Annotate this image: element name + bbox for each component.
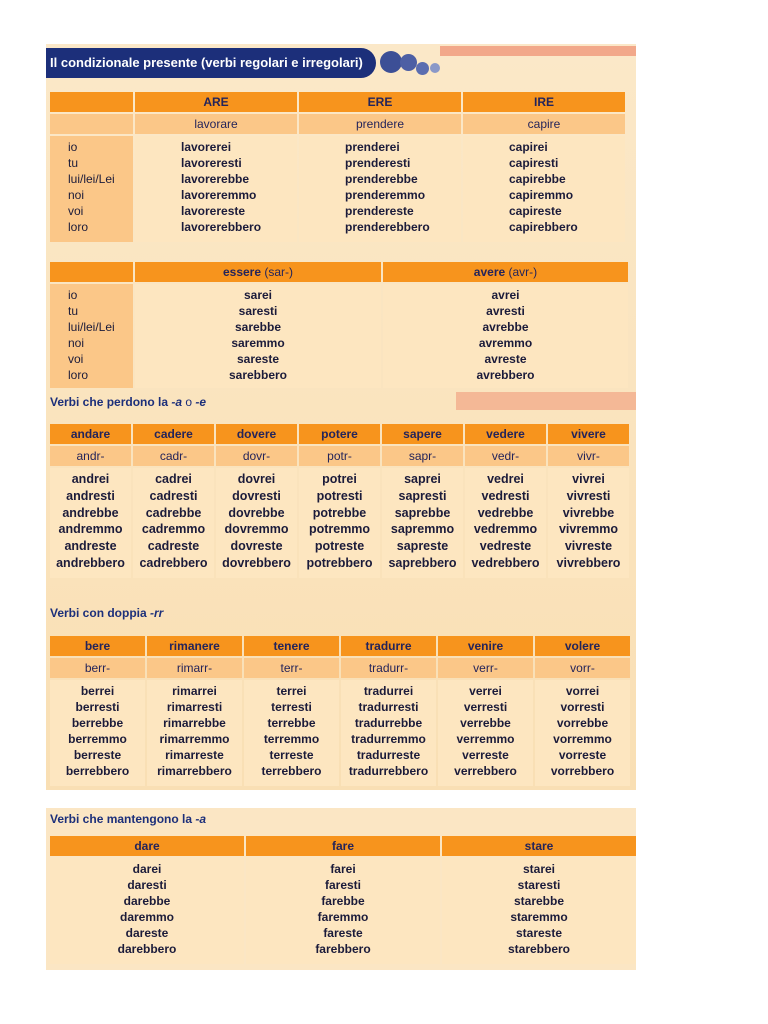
cell-text: berr- xyxy=(50,658,145,678)
cell-text: dovr- xyxy=(216,446,297,466)
cell-text: Verbi che perdono la xyxy=(50,395,172,409)
cell-text: avere xyxy=(473,265,506,279)
cell-text: tradurrei xyxy=(363,684,414,698)
group-ire: IRE xyxy=(463,92,625,112)
cell-text: daremmo xyxy=(119,910,175,924)
forms-venire xyxy=(438,680,533,786)
cell-text: sarebbe xyxy=(234,320,282,334)
cell-text: terrebbero xyxy=(261,764,322,778)
regular-verb-header xyxy=(50,114,625,134)
cell-text: andresti xyxy=(66,488,115,503)
cell-text: avremmo xyxy=(478,336,533,350)
cell-text: prenderesti xyxy=(345,156,411,170)
forms-andare xyxy=(50,468,131,578)
cell-text: staresti xyxy=(517,878,561,892)
cell-text: vorresti xyxy=(560,700,605,714)
cell-text: vivere xyxy=(548,424,629,444)
header-cell xyxy=(50,262,133,282)
cell-text: io xyxy=(68,140,78,154)
cell-text: vedrebbe xyxy=(477,505,534,520)
cell-text: farebbe xyxy=(321,894,365,908)
cell-text: -a xyxy=(195,812,207,826)
dot-icon xyxy=(400,54,417,71)
cell-text: verresti xyxy=(463,700,508,714)
cell-text: prendereste xyxy=(345,204,414,218)
keep-a-table-body xyxy=(50,858,636,964)
cell-text: fareste xyxy=(323,926,363,940)
cell-text: cadere xyxy=(133,424,214,444)
verb-capire: capire xyxy=(463,114,625,134)
dot-icon xyxy=(430,63,440,73)
cell-text: cadr- xyxy=(133,446,214,466)
cell-text: terreste xyxy=(269,748,314,762)
cell-text: cadrebbe xyxy=(145,505,202,520)
cell-text: faresti xyxy=(324,878,362,892)
cell-text: Verbi con doppia xyxy=(50,606,151,620)
cell-text: saremmo xyxy=(231,336,285,350)
cell-text: essere xyxy=(222,265,262,279)
cell-text: potere xyxy=(299,424,380,444)
cell-text: potrebbe xyxy=(312,505,367,520)
cell-text: vivreste xyxy=(564,539,613,554)
cell-text: Verbi che mantengono la xyxy=(50,812,196,826)
cell-text: sareste xyxy=(236,352,280,366)
forms-cadere xyxy=(133,468,214,578)
double-rr-stem-header xyxy=(50,658,630,678)
cell-text: berreste xyxy=(73,748,122,762)
pronoun-column xyxy=(50,136,133,242)
forms-vedere xyxy=(465,468,546,578)
cell-text: stare xyxy=(442,836,636,856)
pronoun-column xyxy=(50,284,133,388)
forms-prendere xyxy=(299,136,461,242)
cell-text: cadrei xyxy=(155,472,192,486)
forms-potere xyxy=(299,468,380,578)
cell-text: voi xyxy=(68,204,84,218)
cell-text: vorreste xyxy=(558,748,607,762)
cell-text: potresti xyxy=(316,488,363,503)
cell-text: terr- xyxy=(244,658,339,678)
cell-text: tenere xyxy=(244,636,339,656)
cell-text: tradurreste xyxy=(356,748,421,762)
cell-text: lavorereste xyxy=(181,204,246,218)
forms-volere xyxy=(535,680,630,786)
keep-a-panel xyxy=(46,808,636,970)
cell-text: andrebbero xyxy=(56,555,125,570)
cell-text: sapremmo xyxy=(390,522,455,537)
regular-group-header xyxy=(50,92,625,112)
cell-text: lavorerei xyxy=(181,140,232,154)
cell-text: dovremmo xyxy=(224,522,289,537)
cell-text: capirebbe xyxy=(509,172,566,186)
cell-text: vivremmo xyxy=(558,522,619,537)
double-rr-table-body xyxy=(50,680,630,786)
cell-text: vorr- xyxy=(535,658,630,678)
cell-text: cadresti xyxy=(149,488,198,503)
cell-text: starebbe xyxy=(513,894,565,908)
cell-text: lui/lei/Lei xyxy=(68,172,115,186)
decorative-dots xyxy=(380,50,500,80)
lose-vowel-stem-header xyxy=(50,446,629,466)
auxiliary-header xyxy=(50,262,628,282)
cell-text: rimarrebbero xyxy=(157,764,232,778)
cell-text: vedrei xyxy=(487,472,524,486)
cell-text: rimarrei xyxy=(172,684,217,698)
cell-text: voi xyxy=(68,352,84,366)
forms-stare xyxy=(442,858,636,964)
cell-text: dovrebbe xyxy=(228,505,285,520)
cell-text: andrebbe xyxy=(62,505,119,520)
cell-text: (avr-) xyxy=(508,265,538,279)
forms-sapere xyxy=(382,468,463,578)
verb-prendere: prendere xyxy=(299,114,461,134)
cell-text: lavoreresti xyxy=(181,156,242,170)
cell-text: capirei xyxy=(509,140,548,154)
cell-text: saprebbero xyxy=(388,555,457,570)
lose-vowel-verb-header xyxy=(50,424,629,444)
cell-text: sarei xyxy=(243,288,273,302)
cell-text: vedrebbero xyxy=(471,555,540,570)
cell-text: tradurre xyxy=(341,636,436,656)
cell-text: andare xyxy=(50,424,131,444)
cell-text: noi xyxy=(68,336,85,350)
cell-text: capirebbero xyxy=(509,220,578,234)
cell-text: vedreste xyxy=(479,539,532,554)
cell-text: cadrebbero xyxy=(139,555,208,570)
cell-text: starei xyxy=(522,862,556,876)
cell-text: tradurrebbe xyxy=(354,716,423,730)
cell-text: verreste xyxy=(462,748,509,762)
cell-text: vivr- xyxy=(548,446,629,466)
cell-text: dovrei xyxy=(237,472,276,486)
cell-text: cadreste xyxy=(147,539,200,554)
cell-text: rimarresti xyxy=(166,700,223,714)
forms-vivere xyxy=(548,468,629,578)
cell-text: vedr- xyxy=(465,446,546,466)
cell-text: verrebbe xyxy=(460,716,511,730)
cell-text: capiremmo xyxy=(509,188,574,202)
cell-text: vedresti xyxy=(481,488,530,503)
cell-text: lavorerebbero xyxy=(181,220,262,234)
cell-text: prenderebbero xyxy=(345,220,430,234)
cell-text: dovere xyxy=(216,424,297,444)
cell-text: rimarrebbe xyxy=(163,716,226,730)
forms-avere xyxy=(383,284,628,388)
cell-text: vorrebbe xyxy=(556,716,609,730)
cell-text: saprebbe xyxy=(394,505,451,520)
cell-text: prenderemmo xyxy=(345,188,426,202)
conjugation-panel xyxy=(46,44,636,790)
cell-text: farei xyxy=(330,862,356,876)
cell-text: vivrebbero xyxy=(556,555,621,570)
cell-text: io xyxy=(68,288,78,302)
forms-essere xyxy=(135,284,381,388)
cell-text: lui/lei/Lei xyxy=(68,320,115,334)
cell-text: venire xyxy=(438,636,533,656)
regular-table-body xyxy=(50,136,625,242)
cell-text: terremmo xyxy=(263,732,320,746)
forms-dovere xyxy=(216,468,297,578)
cell-text: loro xyxy=(68,220,89,234)
cell-text: -a xyxy=(171,395,183,409)
section-title-keep-a xyxy=(50,812,206,826)
forms-rimanere xyxy=(147,680,242,786)
cell-text: sapere xyxy=(382,424,463,444)
cell-text: andremmo xyxy=(58,522,123,537)
cell-text: potrei xyxy=(322,472,357,486)
auxiliary-table-body xyxy=(50,284,628,388)
cell-text: berrebbe xyxy=(71,716,124,730)
cell-text: vorrei xyxy=(565,684,600,698)
cell-text: tu xyxy=(68,156,79,170)
cell-text: saprei xyxy=(404,472,441,486)
cell-text: vedere xyxy=(465,424,546,444)
cell-text: tradurresti xyxy=(358,700,419,714)
cell-text: berrebbero xyxy=(65,764,130,778)
cell-text: avresti xyxy=(486,304,525,318)
cell-text: faremmo xyxy=(317,910,369,924)
cell-text: starebbero xyxy=(507,942,571,956)
cell-text: potr- xyxy=(299,446,380,466)
cell-text: sarebbero xyxy=(228,368,288,382)
cell-text: dareste xyxy=(125,926,169,940)
cell-text: staremmo xyxy=(510,910,568,924)
cell-text: tradurremmo xyxy=(351,732,426,746)
double-rr-verb-header xyxy=(50,636,630,656)
cell-text: vorremmo xyxy=(553,732,612,746)
forms-bere xyxy=(50,680,145,786)
verb-essere-header xyxy=(135,262,381,282)
cell-text: -e xyxy=(195,395,207,409)
cell-text: rimanere xyxy=(147,636,242,656)
forms-dare xyxy=(50,858,244,964)
cell-text: (sar-) xyxy=(264,265,294,279)
verb-lavorare: lavorare xyxy=(135,114,297,134)
forms-tenere xyxy=(244,680,339,786)
cell-text: prenderebbe xyxy=(345,172,418,186)
header-cell xyxy=(50,92,133,112)
cell-text: andr- xyxy=(50,446,131,466)
forms-capire xyxy=(463,136,625,242)
cell-text: fare xyxy=(246,836,440,856)
cell-text: dare xyxy=(50,836,244,856)
forms-lavorare xyxy=(135,136,297,242)
cell-text: dovresti xyxy=(232,488,281,503)
dot-icon xyxy=(416,62,429,75)
cell-text: vedremmo xyxy=(473,522,538,537)
cell-text: potremmo xyxy=(308,522,371,537)
cell-text: verrei xyxy=(469,684,502,698)
group-ere: ERE xyxy=(299,92,461,112)
cell-text: potrebbero xyxy=(306,555,373,570)
verb-avere-header xyxy=(383,262,628,282)
cell-text: avrei xyxy=(491,288,520,302)
cell-text: lavorerebbe xyxy=(181,172,250,186)
cell-text: rimarreste xyxy=(165,748,224,762)
cell-text: verremmo xyxy=(456,732,515,746)
page-title: Il condizionale presente (verbi regolari e irregolari) xyxy=(46,48,376,78)
cell-text: berrei xyxy=(80,684,115,698)
cell-text: stareste xyxy=(515,926,563,940)
cell-text: darebbe xyxy=(123,894,171,908)
group-are: ARE xyxy=(135,92,297,112)
cell-text: noi xyxy=(68,188,85,202)
decorative-strip xyxy=(456,392,636,410)
cell-text: capireste xyxy=(509,204,562,218)
forms-fare xyxy=(246,858,440,964)
cell-text: tradurr- xyxy=(341,658,436,678)
cell-text: terrei xyxy=(276,684,307,698)
cell-text: prenderei xyxy=(345,140,400,154)
cell-text: cadremmo xyxy=(141,522,206,537)
cell-text: vivrei xyxy=(572,472,605,486)
cell-text: capiresti xyxy=(509,156,559,170)
cell-text: terresti xyxy=(271,700,312,714)
cell-text: sapresti xyxy=(398,488,447,503)
cell-text: vivrebbe xyxy=(562,505,615,520)
cell-text: potreste xyxy=(314,539,365,554)
cell-text: verr- xyxy=(438,658,533,678)
cell-text: avreste xyxy=(484,352,527,366)
cell-text: bere xyxy=(50,636,145,656)
cell-text: rimarremmo xyxy=(159,732,230,746)
cell-text: darebbero xyxy=(117,942,177,956)
section-title-double-rr xyxy=(50,606,163,620)
cell-text: saresti xyxy=(238,304,278,318)
cell-text: sapr- xyxy=(382,446,463,466)
cell-text: darei xyxy=(132,862,162,876)
cell-text: dovreste xyxy=(230,539,283,554)
cell-text: berresti xyxy=(75,700,120,714)
header-cell xyxy=(50,114,133,134)
cell-text: avrebbe xyxy=(482,320,529,334)
cell-text: o xyxy=(182,395,196,409)
cell-text: dovrebbero xyxy=(222,555,291,570)
cell-text: verrebbero xyxy=(454,764,517,778)
cell-text: rimarr- xyxy=(147,658,242,678)
cell-text: lavoreremmo xyxy=(181,188,257,202)
cell-text: daresti xyxy=(127,878,167,892)
cell-text: farebbero xyxy=(315,942,371,956)
lose-vowel-table-body xyxy=(50,468,629,578)
cell-text: andrei xyxy=(71,472,110,486)
cell-text: berremmo xyxy=(68,732,127,746)
keep-a-verb-header xyxy=(50,836,636,856)
section-title-lose-vowel xyxy=(50,395,206,409)
cell-text: terrebbe xyxy=(267,716,316,730)
cell-text: andreste xyxy=(64,539,117,554)
cell-text: tu xyxy=(68,304,79,318)
cell-text: sapreste xyxy=(396,539,449,554)
cell-text: loro xyxy=(68,368,89,382)
cell-text: vorrebbero xyxy=(550,764,615,778)
cell-text: tradurrebbero xyxy=(348,764,429,778)
cell-text: volere xyxy=(535,636,630,656)
cell-text: avrebbero xyxy=(476,368,535,382)
forms-tradurre xyxy=(341,680,436,786)
cell-text: -rr xyxy=(150,606,164,620)
dot-icon xyxy=(380,51,402,73)
cell-text: vivresti xyxy=(566,488,611,503)
